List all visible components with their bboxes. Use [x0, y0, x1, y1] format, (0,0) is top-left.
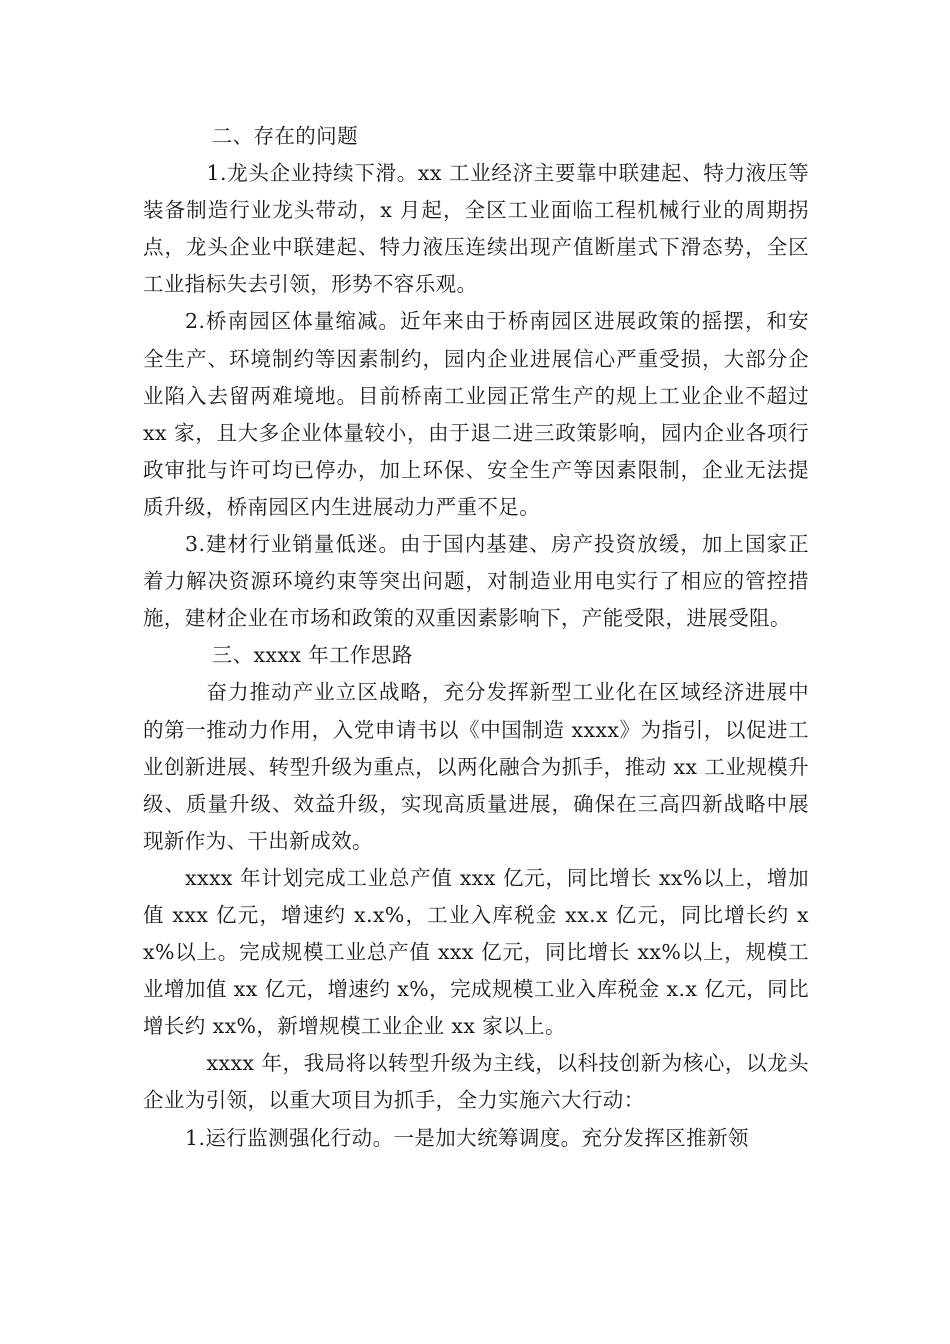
paragraph-monitoring-action: 1.运行监测强化行动。一是加大统筹调度。充分发挥区推新领 [185, 1125, 749, 1150]
document-body [143, 118, 809, 1157]
paragraph-leading-enterprises: 1.龙头企业持续下滑。xx 工业经济主要靠中联建起、特力液压等装备制造行业龙头带动，x 月起，全区工业面临工程机械行业的周期拐点，龙头企业中联建起、特力液压连续出现产值断崖式下滑态势，全区工业指标失去引领，形势不容乐观。 [143, 161, 809, 297]
paragraph-building-materials: 3.建材行业销量低迷。由于国内基建、房产投资放缓，加上国家正着力解决资源环境约束等突出问题，对制造业用电实行了相应的管控措施，建材企业在市场和政策的双重因素影响下，产能受限，进展受阻。 [143, 532, 809, 631]
section-heading-work-ideas: 三、xxxx 年工作思路 [211, 643, 413, 668]
section-heading-problems: 二、存在的问题 [211, 124, 358, 148]
paragraph-strategy: 奋力推动产业立区战略，充分发挥新型工业化在区域经济进展中的第一推动力作用，入党申请书以《中国制造 xxxx》为指引，以促进工业创新进展、转型升级为重点，以两化融合为抓手，推动 xx 工业规模升级、质量升级、效益升级，实现高质量进展，确保在三高四新战略中展现新作为、干出新成效。 [143, 680, 809, 853]
paragraph-six-actions: xxxx 年，我局将以转型升级为主线，以科技创新为核心，以龙头企业为引领，以重大项目为抓手，全力实施六大行动： [143, 1051, 809, 1113]
paragraph-qiaonan-park: 2.桥南园区体量缩减。近年来由于桥南园区进展政策的摇摆，和安全生产、环境制约等因素制约，园内企业进展信心严重受损，大部分企业陷入去留两难境地。目前桥南工业园正常生产的规上工业企业不超过 xx 家，且大多企业体量较小，由于退二进三政策影响，园内企业各项行政审批与许可均已停办，加上环保、安全生产等因素限制，企业无法提质升级，桥南园区内生进展动力严重不足。 [143, 309, 809, 519]
paragraph-targets: xxxx 年计划完成工业总产值 xxx 亿元，同比增长 xx%以上，增加值 xxx 亿元，增速约 x.x%，工业入库税金 xx.x 亿元，同比增长约 xx%以上。完成规模工业总产值 xxx 亿元，同比增长 xx%以上，规模工业增加值 xx 亿元，增速约 x%，完成规模工业入库税金 x.x 亿元，同比增长约 xx%，新增规模工业企业 xx 家以上。 [143, 865, 809, 1039]
